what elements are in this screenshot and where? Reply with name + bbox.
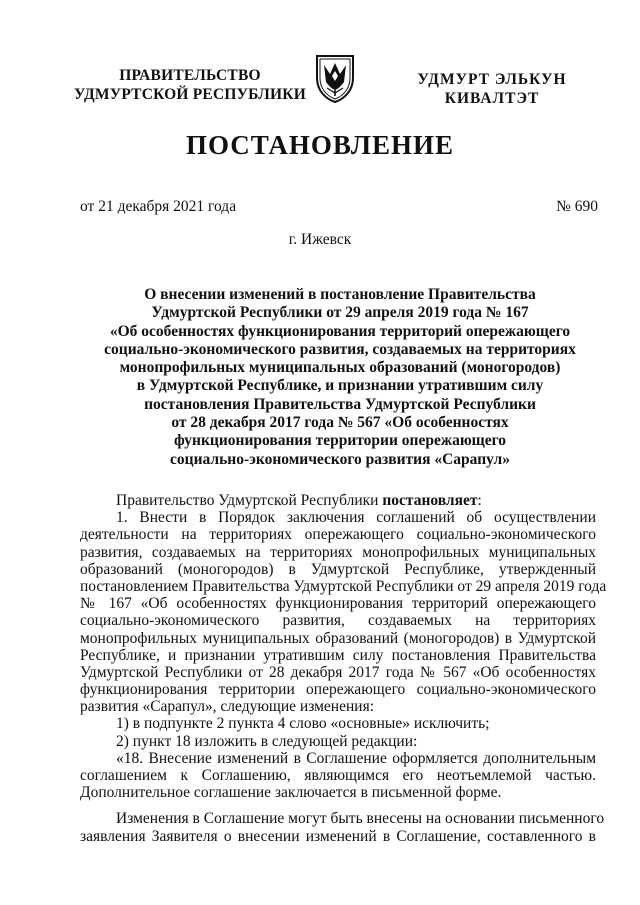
intro-verb: постановляет — [382, 492, 478, 509]
subitem-1: 1) в подпункте 2 пункта 4 слово «основные» исключить; — [116, 715, 490, 733]
document-number: № 690 — [556, 198, 598, 215]
body-line: Изменения в Соглашение могут быть внесены на основании письменного — [116, 810, 605, 828]
title-line: социально-экономического развития, создаваемых на территориях — [104, 340, 576, 358]
body-line: Удмуртской Республики от 28 декабря 2017 года № 567 «Об особенностях — [80, 663, 596, 681]
issuer-name-russian — [60, 66, 320, 104]
body-line: образований (моногородов) в Удмуртской Республике, утвержденный — [80, 560, 596, 578]
title-line: О внесении изменений в постановление Правительства — [144, 286, 536, 303]
document-city: г. Ижевск — [288, 231, 352, 248]
title-line: «Об особенностях функционирования территорий опережающего — [109, 322, 571, 340]
subitem-2: 2) пункт 18 изложить в следующей редакции: — [116, 732, 418, 750]
title-line: от 28 декабря 2017 года № 567 «Об особенностях — [171, 414, 509, 432]
udmurtia-coat-of-arms-icon — [314, 52, 356, 104]
body-line: развития «Сарапул», следующие изменения: — [80, 698, 375, 716]
body-line: Республике, и признании утратившим силу постановления Правительства — [80, 646, 596, 664]
body-line: соглашением к Соглашению, являющимся его неотъемлемой частью. — [80, 767, 596, 784]
document-title — [95, 286, 585, 469]
body-line: 1. Внести в Порядок заключения соглашений об осуществлении — [116, 509, 596, 527]
body-line: деятельности на территориях опережающего социально-экономического — [80, 526, 596, 544]
document-body — [80, 492, 607, 845]
body-line: № 167 «Об особенностях функционирования территорий опережающего — [80, 595, 596, 613]
issuer-line: КИВАЛТЭТ — [444, 90, 540, 107]
body-line: «18. Внесение изменений в Соглашение оформляется дополнительным — [116, 749, 596, 767]
body-line: Дополнительное соглашение заключается в письменной форме. — [80, 784, 502, 802]
body-line: постановлением Правительства Удмуртской Республики от 29 апреля 2019 года — [80, 577, 607, 595]
intro-colon: : — [477, 492, 482, 509]
issuer-line: ПРАВИТЕЛЬСТВО — [119, 67, 261, 84]
body-line: заявления Заявителя о внесении изменений в Соглашение, составленного в — [80, 827, 596, 845]
title-line: постановления Правительства Удмуртской Республики — [144, 395, 536, 413]
item-1-paragraph — [80, 509, 607, 716]
intro-paragraph — [80, 492, 596, 509]
title-line: в Удмуртской Республике, и признании утратившим силу — [136, 377, 544, 395]
body-line: развития, создаваемых на территориях монопрофильных муниципальных — [80, 543, 596, 561]
next-paragraph — [80, 810, 605, 845]
body-line: монопрофильных муниципальных образований (моногородов) в Удмуртской — [80, 629, 596, 647]
body-line: функционирования территории опережающего социально-экономического — [80, 681, 596, 699]
quoted-clause-18 — [80, 750, 596, 802]
issuer-line: УДМУРТ ЭЛЬКУН — [417, 71, 567, 88]
title-line: монопрофильных муниципальных образований (моногородов) — [119, 359, 561, 377]
document-type: ПОСТАНОВЛЕНИЕ — [185, 130, 455, 160]
title-line: социально-экономического развития «Сарапул» — [170, 450, 510, 468]
document-date: от 21 декабря 2021 года — [80, 198, 237, 215]
issuer-name-udmurt — [392, 70, 592, 108]
title-line: Удмуртской Республики от 29 апреля 2019 года № 167 — [151, 304, 529, 322]
body-line: социально-экономического развития, создаваемых на территориях — [80, 612, 596, 630]
issuer-line: УДМУРТСКОЙ РЕСПУБЛИКИ — [74, 86, 306, 103]
title-line: функционирования территории опережающего — [173, 432, 507, 450]
intro-text: Правительство Удмуртской Республики — [116, 492, 383, 509]
